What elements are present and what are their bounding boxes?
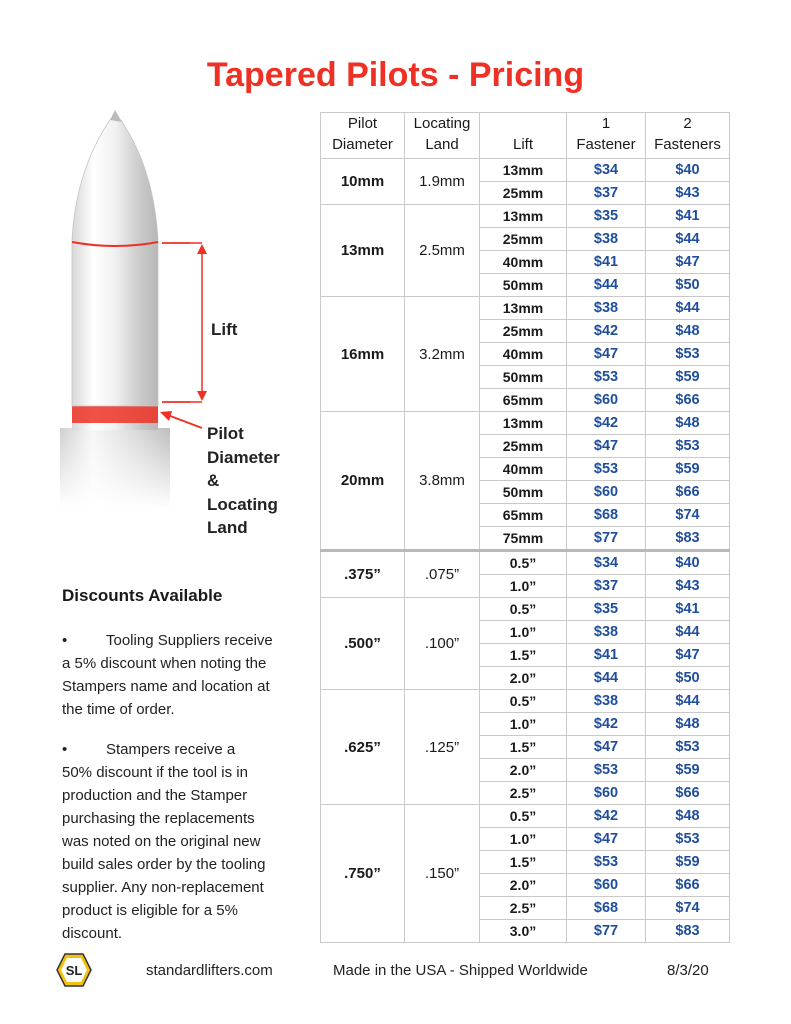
pilot-diameter-cell: 13mm (321, 205, 405, 297)
lift-cell: 1.5” (480, 851, 567, 874)
two-fasteners-price: $40 (646, 159, 730, 182)
lift-cell: 0.5” (480, 551, 567, 575)
lift-cell: 65mm (480, 504, 567, 527)
pilot-diameter-cell: .625” (321, 690, 405, 805)
table-row (321, 159, 730, 182)
two-fasteners-price: $66 (646, 389, 730, 412)
pilot-diameter-cell: .500” (321, 598, 405, 690)
two-fasteners-price: $43 (646, 575, 730, 598)
two-fasteners-price: $53 (646, 828, 730, 851)
diameter-label-line: Land (207, 518, 248, 537)
header-lift: Lift (480, 113, 567, 159)
header-one-fastener: 1 Fastener (567, 113, 646, 159)
lift-cell: 13mm (480, 297, 567, 320)
one-fastener-price: $60 (567, 389, 646, 412)
lift-cell: 40mm (480, 343, 567, 366)
standard-lifters-logo (56, 953, 92, 987)
one-fastener-price: $53 (567, 851, 646, 874)
discounts-heading: Discounts Available (62, 586, 223, 605)
pilot-diameter-cell: .375” (321, 551, 405, 598)
lift-cell: 3.0” (480, 920, 567, 943)
lift-cell: 13mm (480, 412, 567, 435)
lift-cell: 1.0” (480, 828, 567, 851)
locating-land-cell: .150” (405, 805, 480, 943)
pricing-table (320, 112, 730, 943)
lift-cell: 40mm (480, 251, 567, 274)
table-row (321, 297, 730, 320)
two-fasteners-price: $53 (646, 343, 730, 366)
page-title: Tapered Pilots - Pricing (206, 56, 585, 94)
header-two-fasteners: 2 Fasteners (646, 113, 730, 159)
lift-cell: 50mm (480, 481, 567, 504)
lift-cell: 1.0” (480, 621, 567, 644)
lift-cell: 0.5” (480, 598, 567, 621)
two-fasteners-price: $59 (646, 458, 730, 481)
discount-item-tooling-suppliers: • Tooling Suppliers receive a 5% discount when noting the Stampers name and location at the time of order. (62, 629, 298, 721)
two-fasteners-price: $66 (646, 874, 730, 897)
two-fasteners-price: $53 (646, 736, 730, 759)
two-fasteners-price: $74 (646, 897, 730, 920)
two-fasteners-price: $50 (646, 274, 730, 297)
one-fastener-price: $41 (567, 251, 646, 274)
two-fasteners-price: $48 (646, 320, 730, 343)
two-fasteners-price: $59 (646, 759, 730, 782)
lift-cell: 0.5” (480, 690, 567, 713)
pilot-diameter-cell: .750” (321, 805, 405, 943)
locating-land-cell: 1.9mm (405, 159, 480, 205)
header-locating-land: Locating Land (405, 113, 480, 159)
two-fasteners-price: $48 (646, 713, 730, 736)
locating-land-cell: .125” (405, 690, 480, 805)
lift-cell: 1.0” (480, 713, 567, 736)
locating-land-cell: .100” (405, 598, 480, 690)
two-fasteners-price: $41 (646, 205, 730, 228)
one-fastener-price: $34 (567, 551, 646, 575)
two-fasteners-price: $50 (646, 667, 730, 690)
diameter-label-line: Pilot (207, 424, 244, 443)
one-fastener-price: $53 (567, 366, 646, 389)
lift-cell: 50mm (480, 274, 567, 297)
pilot-diameter-cell: 10mm (321, 159, 405, 205)
two-fasteners-price: $48 (646, 805, 730, 828)
svg-text:SL: SL (65, 963, 83, 978)
two-fasteners-price: $66 (646, 782, 730, 805)
table-row (321, 205, 730, 228)
two-fasteners-price: $59 (646, 366, 730, 389)
one-fastener-price: $35 (567, 205, 646, 228)
one-fastener-price: $53 (567, 458, 646, 481)
lift-cell: 25mm (480, 182, 567, 205)
two-fasteners-price: $47 (646, 644, 730, 667)
table-row (321, 551, 730, 575)
two-fasteners-price: $43 (646, 182, 730, 205)
two-fasteners-price: $44 (646, 297, 730, 320)
lift-cell: 1.0” (480, 575, 567, 598)
one-fastener-price: $47 (567, 435, 646, 458)
one-fastener-price: $42 (567, 412, 646, 435)
locating-land-cell: 3.8mm (405, 412, 480, 551)
footer-date: 8/3/20 (667, 962, 709, 979)
one-fastener-price: $68 (567, 504, 646, 527)
one-fastener-price: $60 (567, 782, 646, 805)
one-fastener-price: $35 (567, 598, 646, 621)
lift-cell: 2.0” (480, 759, 567, 782)
two-fasteners-price: $44 (646, 690, 730, 713)
one-fastener-price: $38 (567, 621, 646, 644)
lift-cell: 2.0” (480, 667, 567, 690)
lift-cell: 40mm (480, 458, 567, 481)
two-fasteners-price: $41 (646, 598, 730, 621)
one-fastener-price: $47 (567, 828, 646, 851)
lift-cell: 13mm (480, 159, 567, 182)
footer-website: standardlifters.com (146, 962, 273, 979)
table-row (321, 598, 730, 621)
lift-cell: 75mm (480, 527, 567, 551)
lift-label: Lift (211, 320, 238, 339)
locating-land-cell: 2.5mm (405, 205, 480, 297)
lift-cell: 0.5” (480, 805, 567, 828)
two-fasteners-price: $47 (646, 251, 730, 274)
table-row (321, 805, 730, 828)
one-fastener-price: $34 (567, 159, 646, 182)
lift-cell: 2.0” (480, 874, 567, 897)
one-fastener-price: $44 (567, 274, 646, 297)
two-fasteners-price: $53 (646, 435, 730, 458)
lift-cell: 13mm (480, 205, 567, 228)
dimension-arrows (40, 110, 340, 510)
pilot-diameter-cell: 20mm (321, 412, 405, 551)
lift-cell: 1.5” (480, 644, 567, 667)
bullet: • (62, 632, 68, 649)
lift-cell: 25mm (480, 435, 567, 458)
two-fasteners-price: $44 (646, 228, 730, 251)
locating-land-cell: .075” (405, 551, 480, 598)
diameter-label-line: Diameter (207, 447, 280, 467)
discount-item-stampers: • Stampers receive a 50% discount if the tool is in production and the Stamper purchasing the replacements was noted on the original new build sales order by the tooling supplier. Any non-replacement product is eligible for a 5% discount. (62, 738, 298, 945)
footer-tagline: Made in the USA - Shipped Worldwide (333, 962, 588, 979)
two-fasteners-price: $44 (646, 621, 730, 644)
diameter-label-line: Locating (207, 494, 278, 514)
one-fastener-price: $47 (567, 736, 646, 759)
one-fastener-price: $38 (567, 228, 646, 251)
lift-cell: 25mm (480, 320, 567, 343)
one-fastener-price: $42 (567, 805, 646, 828)
one-fastener-price: $38 (567, 297, 646, 320)
pilot-diameter-cell: 16mm (321, 297, 405, 412)
lift-cell: 25mm (480, 228, 567, 251)
two-fasteners-price: $48 (646, 412, 730, 435)
one-fastener-price: $42 (567, 713, 646, 736)
table-row (321, 412, 730, 435)
bullet: • (62, 741, 68, 758)
header-pilot-diameter: Pilot Diameter (321, 113, 405, 159)
table-row (321, 690, 730, 713)
one-fastener-price: $60 (567, 874, 646, 897)
one-fastener-price: $42 (567, 320, 646, 343)
one-fastener-price: $38 (567, 690, 646, 713)
two-fasteners-price: $66 (646, 481, 730, 504)
two-fasteners-price: $59 (646, 851, 730, 874)
lift-cell: 65mm (480, 389, 567, 412)
one-fastener-price: $44 (567, 667, 646, 690)
one-fastener-price: $53 (567, 759, 646, 782)
one-fastener-price: $37 (567, 182, 646, 205)
two-fasteners-price: $83 (646, 527, 730, 551)
diameter-label-line: & (207, 471, 220, 490)
two-fasteners-price: $83 (646, 920, 730, 943)
lift-cell: 50mm (480, 366, 567, 389)
one-fastener-price: $47 (567, 343, 646, 366)
lift-cell: 1.5” (480, 736, 567, 759)
one-fastener-price: $37 (567, 575, 646, 598)
one-fastener-price: $41 (567, 644, 646, 667)
one-fastener-price: $68 (567, 897, 646, 920)
one-fastener-price: $77 (567, 920, 646, 943)
lift-cell: 2.5” (480, 897, 567, 920)
one-fastener-price: $77 (567, 527, 646, 551)
two-fasteners-price: $40 (646, 551, 730, 575)
one-fastener-price: $60 (567, 481, 646, 504)
table-header-row (321, 113, 730, 159)
lift-cell: 2.5” (480, 782, 567, 805)
pilot-diameter-label (207, 422, 280, 540)
locating-land-cell: 3.2mm (405, 297, 480, 412)
two-fasteners-price: $74 (646, 504, 730, 527)
